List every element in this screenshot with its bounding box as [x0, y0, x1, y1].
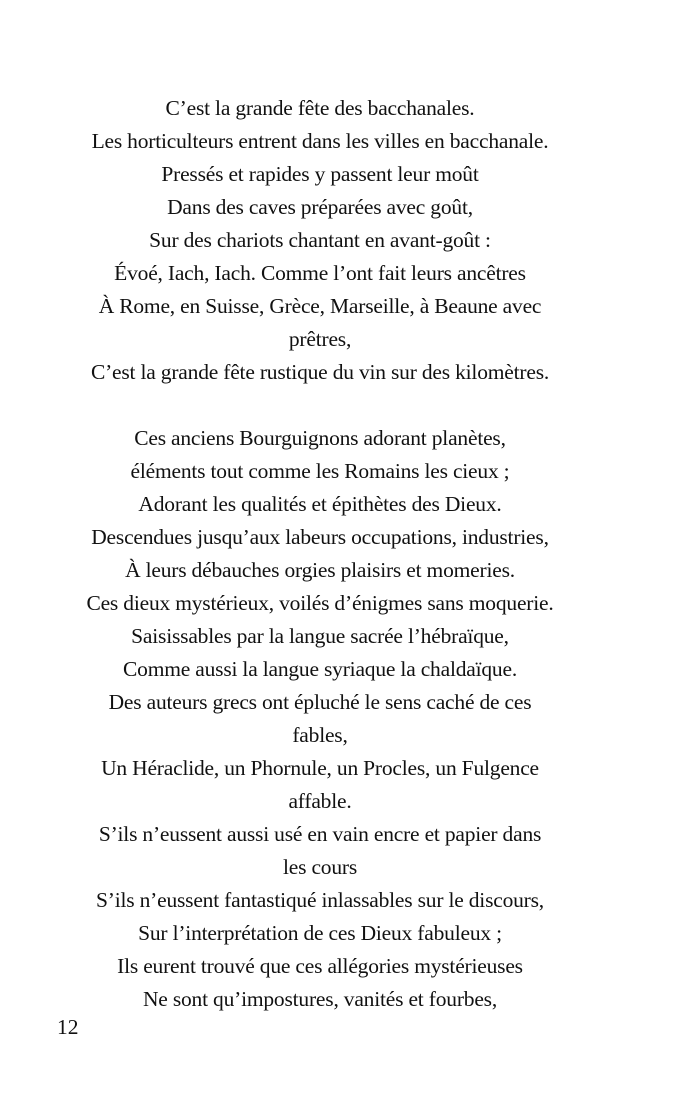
verse-line: Ils eurent trouvé que ces allégories mystérieuses	[117, 954, 523, 978]
page-number: 12	[57, 1015, 79, 1039]
verse-line: Adorant les qualités et épithètes des Dieux.	[138, 492, 502, 516]
verse-line-continuation: les cours	[282, 855, 358, 879]
verse-line: À leurs débauches orgies plaisirs et momeries.	[125, 558, 515, 582]
verse-line: S’ils n’eussent fantastiqué inlassables sur le discours,	[96, 888, 544, 912]
verse-line: C’est la grande fête rustique du vin sur des kilomètres.	[90, 360, 550, 384]
verse-line: Ne sont qu’impostures, vanités et fourbes,	[142, 987, 498, 1011]
verse-line: Sur des chariots chantant en avant-goût :	[149, 228, 491, 252]
verse-line: Des auteurs grecs ont épluché le sens caché de ces	[108, 690, 532, 714]
verse-line: Un Héraclide, un Phornule, un Procles, un Fulgence	[101, 756, 539, 780]
page-body	[57, 92, 583, 1016]
stanza-2	[57, 422, 583, 1016]
verse-line: éléments tout comme les Romains les cieux ;	[130, 459, 510, 483]
verse-line: Ces anciens Bourguignons adorant planètes,	[134, 426, 506, 450]
verse-line-continuation: fables,	[292, 723, 348, 747]
verse-line: Saisissables par la langue sacrée l’hébraïque,	[131, 624, 509, 648]
verse-line-continuation: prêtres,	[288, 327, 352, 351]
verse-line: Sur l’interprétation de ces Dieux fabuleux ;	[138, 921, 502, 945]
verse-line: À Rome, en Suisse, Grèce, Marseille, à Beaune avec	[98, 294, 542, 318]
verse-line: Évoé, Iach, Iach. Comme l’ont fait leurs ancêtres	[114, 261, 526, 285]
verse-line: Ces dieux mystérieux, voilés d’énigmes sans moquerie.	[86, 591, 554, 615]
verse-line: Pressés et rapides y passent leur moût	[161, 162, 479, 186]
verse-line-continuation: affable.	[288, 789, 352, 813]
verse-line: Les horticulteurs entrent dans les villes en bacchanale.	[91, 129, 549, 153]
verse-line: Comme aussi la langue syriaque la chaldaïque.	[123, 657, 517, 681]
verse-line: S’ils n’eussent aussi usé en vain encre et papier dans	[98, 822, 542, 846]
verse-line: Descendues jusqu’aux labeurs occupations, industries,	[91, 525, 549, 549]
verse-line: Dans des caves préparées avec goût,	[167, 195, 473, 219]
stanza-1	[57, 92, 583, 389]
verse-line: C’est la grande fête des bacchanales.	[165, 96, 475, 120]
